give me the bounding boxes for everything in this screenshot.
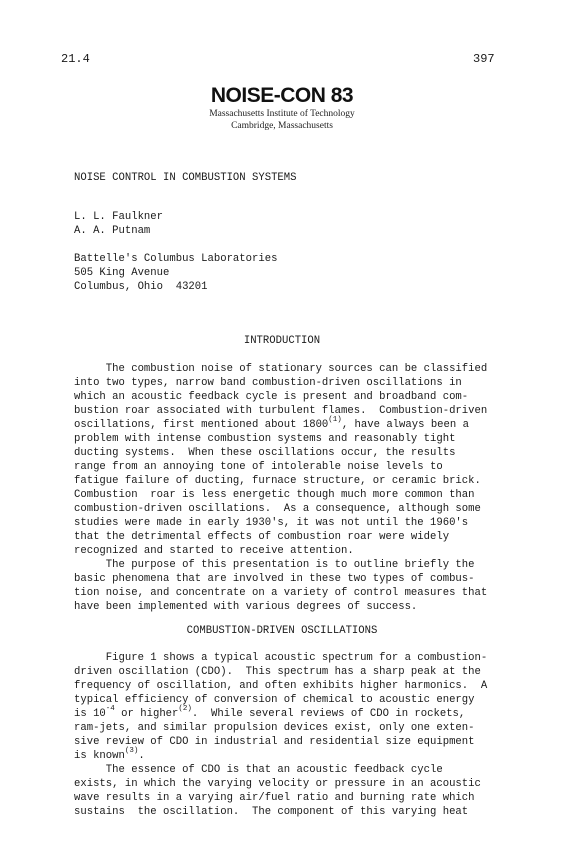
cdo-line: exists, in which the varying velocity or pressure in an acoustic [74, 778, 481, 790]
cdo-line: wave results in a varying air/fuel ratio and burning rate which [74, 792, 475, 804]
conference-institution: Massachusetts Institute of Technology [209, 109, 355, 119]
intro-line: combustion-driven oscillations. As a consequence, although some [74, 503, 481, 515]
section-number: 21.4 [61, 52, 90, 66]
intro-line: bustion roar associated with turbulent flames. Combustion-driven [74, 405, 488, 417]
intro-line-text: , have always been a [341, 419, 469, 431]
intro-line: which an acoustic feedback cycle is present and broadband com- [74, 391, 469, 403]
affiliation-line-1: Battelle's Columbus Laboratories [74, 253, 278, 265]
intro-line: The purpose of this presentation is to outline briefly the [74, 559, 475, 571]
cdo-line: typical efficiency of conversion of chemical to acoustic energy [74, 694, 475, 706]
reference-marker: (3) [124, 747, 139, 755]
cdo-line [74, 747, 145, 762]
cdo-line-text: or higher [114, 708, 179, 720]
intro-line: range from an annoying tone of intolerable noise levels to [74, 461, 443, 473]
intro-line: basic phenomena that are involved in these two types of combus- [74, 573, 475, 585]
exponent: -4 [105, 705, 115, 713]
cdo-line: sive review of CDO in industrial and residential size equipment [74, 736, 475, 748]
cdo-line: ram-jets, and similar propulsion devices exist, only one exten- [74, 722, 475, 734]
author-2: A. A. Putnam [74, 225, 151, 237]
intro-line: Combustion roar is less energetic though much more common than [74, 489, 475, 501]
intro-line [74, 416, 469, 431]
affiliation-line-3: Columbus, Ohio 43201 [74, 281, 208, 293]
intro-line: The combustion noise of stationary sources can be classified [74, 363, 488, 375]
intro-line: studies were made in early 1930's, it was not until the 1960's [74, 517, 469, 529]
cdo-line: Figure 1 shows a typical acoustic spectrum for a combustion- [74, 652, 488, 664]
intro-line: ducting systems. When these oscillations occur, the results [74, 447, 456, 459]
reference-marker: (2) [178, 705, 192, 713]
cdo-line [74, 705, 466, 720]
intro-line: recognized and started to receive attention. [74, 545, 354, 557]
cdo-heading: COMBUSTION-DRIVEN OSCILLATIONS [186, 625, 378, 637]
affiliation-line-2: 505 King Avenue [74, 267, 170, 279]
reference-marker: (1) [328, 416, 342, 424]
cdo-line-text: . [138, 750, 145, 762]
intro-line-text: oscillations, first mentioned about 1800 [74, 419, 329, 431]
author-1: L. L. Faulkner [74, 211, 164, 223]
conference-location: Cambridge, Massachusetts [231, 121, 333, 131]
cdo-line: driven oscillation (CDO). This spectrum has a sharp peak at the [74, 666, 481, 678]
cdo-line: frequency of oscillation, and often exhibits higher harmonics. A [74, 680, 488, 692]
cdo-line-text: . While several reviews of CDO in rockets, [191, 708, 466, 720]
conference-name: NOISE-CON 83 [210, 84, 354, 107]
intro-line: problem with intense combustion systems and reasonably tight [74, 433, 456, 445]
intro-line: that the detrimental effects of combustion roar were widely [74, 531, 450, 543]
intro-line: into two types, narrow band combustion-driven oscillations in [74, 377, 462, 389]
cdo-line: The essence of CDO is that an acoustic feedback cycle [74, 764, 443, 776]
paper-title: NOISE CONTROL IN COMBUSTION SYSTEMS [74, 172, 297, 184]
cdo-line-text: is known [74, 750, 125, 762]
intro-line: tion noise, and concentrate on a variety of control measures that [74, 587, 488, 599]
cdo-line: sustains the oscillation. The component of this varying heat [74, 806, 469, 818]
cdo-line-text: is 10 [74, 708, 106, 720]
intro-line: have been implemented with various degrees of success. [74, 601, 418, 613]
intro-line: fatigue failure of ducting, furnace structure, or ceramic brick. [74, 475, 481, 487]
introduction-heading: INTRODUCTION [243, 335, 321, 347]
page-number: 397 [473, 52, 495, 66]
